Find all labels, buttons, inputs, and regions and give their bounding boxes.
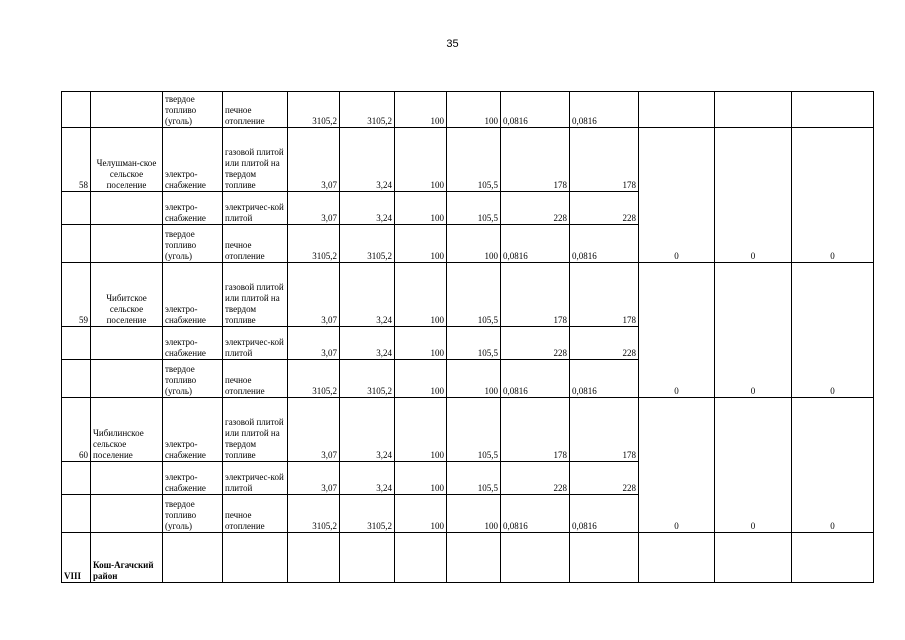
value-cell: 3105,2 xyxy=(340,225,395,263)
value-cell: 3105,2 xyxy=(288,225,340,263)
value-cell: 3,24 xyxy=(340,327,395,360)
percent-cell: 105,5 xyxy=(447,263,501,327)
consumption-cell: электричес-кой плитой xyxy=(223,462,288,495)
consumption-cell: печное отопление xyxy=(223,92,288,128)
service-cell: твердое топливо (уголь) xyxy=(163,92,223,128)
rate-cell: 178 xyxy=(501,128,570,192)
service-cell: электро-снабжение xyxy=(163,327,223,360)
value-cell: 3,07 xyxy=(288,192,340,225)
extra-cell: 0 xyxy=(792,128,874,263)
rate-cell: 178 xyxy=(501,263,570,327)
region-row xyxy=(62,533,874,583)
empty-cell xyxy=(62,327,91,360)
extra-cell: 0 xyxy=(715,128,792,263)
empty-cell xyxy=(501,533,570,583)
value-cell: 3,07 xyxy=(288,398,340,462)
percent-cell: 100 xyxy=(395,327,447,360)
service-cell: электро-снабжение xyxy=(163,462,223,495)
settlement-number xyxy=(62,92,91,128)
value-cell: 3105,2 xyxy=(288,495,340,533)
service-cell: твердое топливо (уголь) xyxy=(163,360,223,398)
percent-cell: 100 xyxy=(447,225,501,263)
consumption-cell: печное отопление xyxy=(223,225,288,263)
percent-cell: 100 xyxy=(395,92,447,128)
rate-cell: 178 xyxy=(570,398,639,462)
value-cell: 3105,2 xyxy=(340,360,395,398)
extra-cell: 0 xyxy=(639,128,715,263)
rate-cell: 228 xyxy=(501,462,570,495)
rate-cell: 0,0816 xyxy=(570,495,639,533)
service-cell: электро-снабжение xyxy=(163,263,223,327)
empty-cell xyxy=(395,533,447,583)
percent-cell: 105,5 xyxy=(447,192,501,225)
percent-cell: 100 xyxy=(395,263,447,327)
value-cell: 3,24 xyxy=(340,263,395,327)
settlement-number: 60 xyxy=(62,398,91,462)
rate-cell: 0,0816 xyxy=(501,225,570,263)
rate-cell: 228 xyxy=(570,327,639,360)
extra-cell: 0 xyxy=(639,398,715,533)
consumption-cell: газовой плитой или плитой на твердом топливе xyxy=(223,263,288,327)
empty-cell xyxy=(163,533,223,583)
empty-cell xyxy=(62,192,91,225)
extra-cell xyxy=(639,92,715,128)
empty-cell xyxy=(639,533,715,583)
extra-cell xyxy=(715,92,792,128)
empty-cell xyxy=(62,495,91,533)
empty-cell xyxy=(91,327,163,360)
consumption-cell: печное отопление xyxy=(223,495,288,533)
rate-cell: 178 xyxy=(570,128,639,192)
settlement-name: Чибитское сельское поселение xyxy=(91,263,163,327)
rate-cell: 228 xyxy=(501,327,570,360)
service-cell: электро-снабжение xyxy=(163,128,223,192)
rate-cell: 228 xyxy=(570,192,639,225)
empty-cell xyxy=(91,462,163,495)
consumption-cell: газовой плитой или плитой на твердом топливе xyxy=(223,398,288,462)
value-cell: 3,07 xyxy=(288,462,340,495)
extra-cell: 0 xyxy=(792,398,874,533)
value-cell: 3,07 xyxy=(288,263,340,327)
consumption-cell: печное отопление xyxy=(223,360,288,398)
percent-cell: 100 xyxy=(395,360,447,398)
percent-cell: 100 xyxy=(447,92,501,128)
percent-cell: 100 xyxy=(395,128,447,192)
extra-cell: 0 xyxy=(639,263,715,398)
value-cell: 3,24 xyxy=(340,398,395,462)
rate-cell: 178 xyxy=(501,398,570,462)
rate-cell: 178 xyxy=(570,263,639,327)
consumption-cell: электричес-кой плитой xyxy=(223,327,288,360)
empty-cell xyxy=(792,533,874,583)
page-number: 35 xyxy=(446,38,459,50)
consumption-cell: электричес-кой плитой xyxy=(223,192,288,225)
empty-cell xyxy=(62,462,91,495)
empty-cell xyxy=(447,533,501,583)
service-cell: электро-снабжение xyxy=(163,192,223,225)
consumption-cell: газовой плитой или плитой на твердом топливе xyxy=(223,128,288,192)
rate-cell: 0,0816 xyxy=(570,225,639,263)
empty-cell xyxy=(715,533,792,583)
rate-cell: 0,0816 xyxy=(501,495,570,533)
percent-cell: 105,5 xyxy=(447,462,501,495)
value-cell: 3105,2 xyxy=(288,360,340,398)
value-cell: 3105,2 xyxy=(340,92,395,128)
settlement-name: Чибилинское сельское поселение xyxy=(91,398,163,462)
percent-cell: 100 xyxy=(395,495,447,533)
empty-cell xyxy=(62,360,91,398)
rate-cell: 0,0816 xyxy=(570,92,639,128)
table-row xyxy=(62,92,874,128)
empty-cell xyxy=(91,495,163,533)
extra-cell: 0 xyxy=(715,398,792,533)
region-number: VIII xyxy=(62,533,91,583)
percent-cell: 100 xyxy=(395,462,447,495)
empty-cell xyxy=(223,533,288,583)
value-cell: 3,24 xyxy=(340,192,395,225)
empty-cell xyxy=(340,533,395,583)
rate-cell: 0,0816 xyxy=(501,92,570,128)
percent-cell: 100 xyxy=(395,398,447,462)
empty-cell xyxy=(570,533,639,583)
rate-cell: 228 xyxy=(501,192,570,225)
empty-cell xyxy=(91,360,163,398)
value-cell: 3,24 xyxy=(340,462,395,495)
value-cell: 3105,2 xyxy=(340,495,395,533)
value-cell: 3105,2 xyxy=(288,92,340,128)
percent-cell: 100 xyxy=(447,360,501,398)
settlement-name xyxy=(91,92,163,128)
extra-cell: 0 xyxy=(792,263,874,398)
percent-cell: 100 xyxy=(447,495,501,533)
service-cell: электро-снабжение xyxy=(163,398,223,462)
percent-cell: 105,5 xyxy=(447,398,501,462)
extra-cell xyxy=(792,92,874,128)
percent-cell: 105,5 xyxy=(447,128,501,192)
table-row xyxy=(62,263,874,327)
empty-cell xyxy=(62,225,91,263)
settlement-number: 59 xyxy=(62,263,91,327)
value-cell: 3,24 xyxy=(340,128,395,192)
rate-cell: 0,0816 xyxy=(570,360,639,398)
empty-cell xyxy=(288,533,340,583)
empty-cell xyxy=(91,192,163,225)
rate-cell: 0,0816 xyxy=(501,360,570,398)
percent-cell: 105,5 xyxy=(447,327,501,360)
region-name: Кош-Агачский район xyxy=(91,533,163,583)
table-row xyxy=(62,128,874,192)
percent-cell: 100 xyxy=(395,192,447,225)
tariff-table xyxy=(61,91,874,583)
table-row xyxy=(62,398,874,462)
settlement-number: 58 xyxy=(62,128,91,192)
service-cell: твердое топливо (уголь) xyxy=(163,495,223,533)
service-cell: твердое топливо (уголь) xyxy=(163,225,223,263)
rate-cell: 228 xyxy=(570,462,639,495)
value-cell: 3,07 xyxy=(288,128,340,192)
percent-cell: 100 xyxy=(395,225,447,263)
extra-cell: 0 xyxy=(715,263,792,398)
settlement-name: Челушман-ское сельское поселение xyxy=(91,128,163,192)
value-cell: 3,07 xyxy=(288,327,340,360)
empty-cell xyxy=(91,225,163,263)
